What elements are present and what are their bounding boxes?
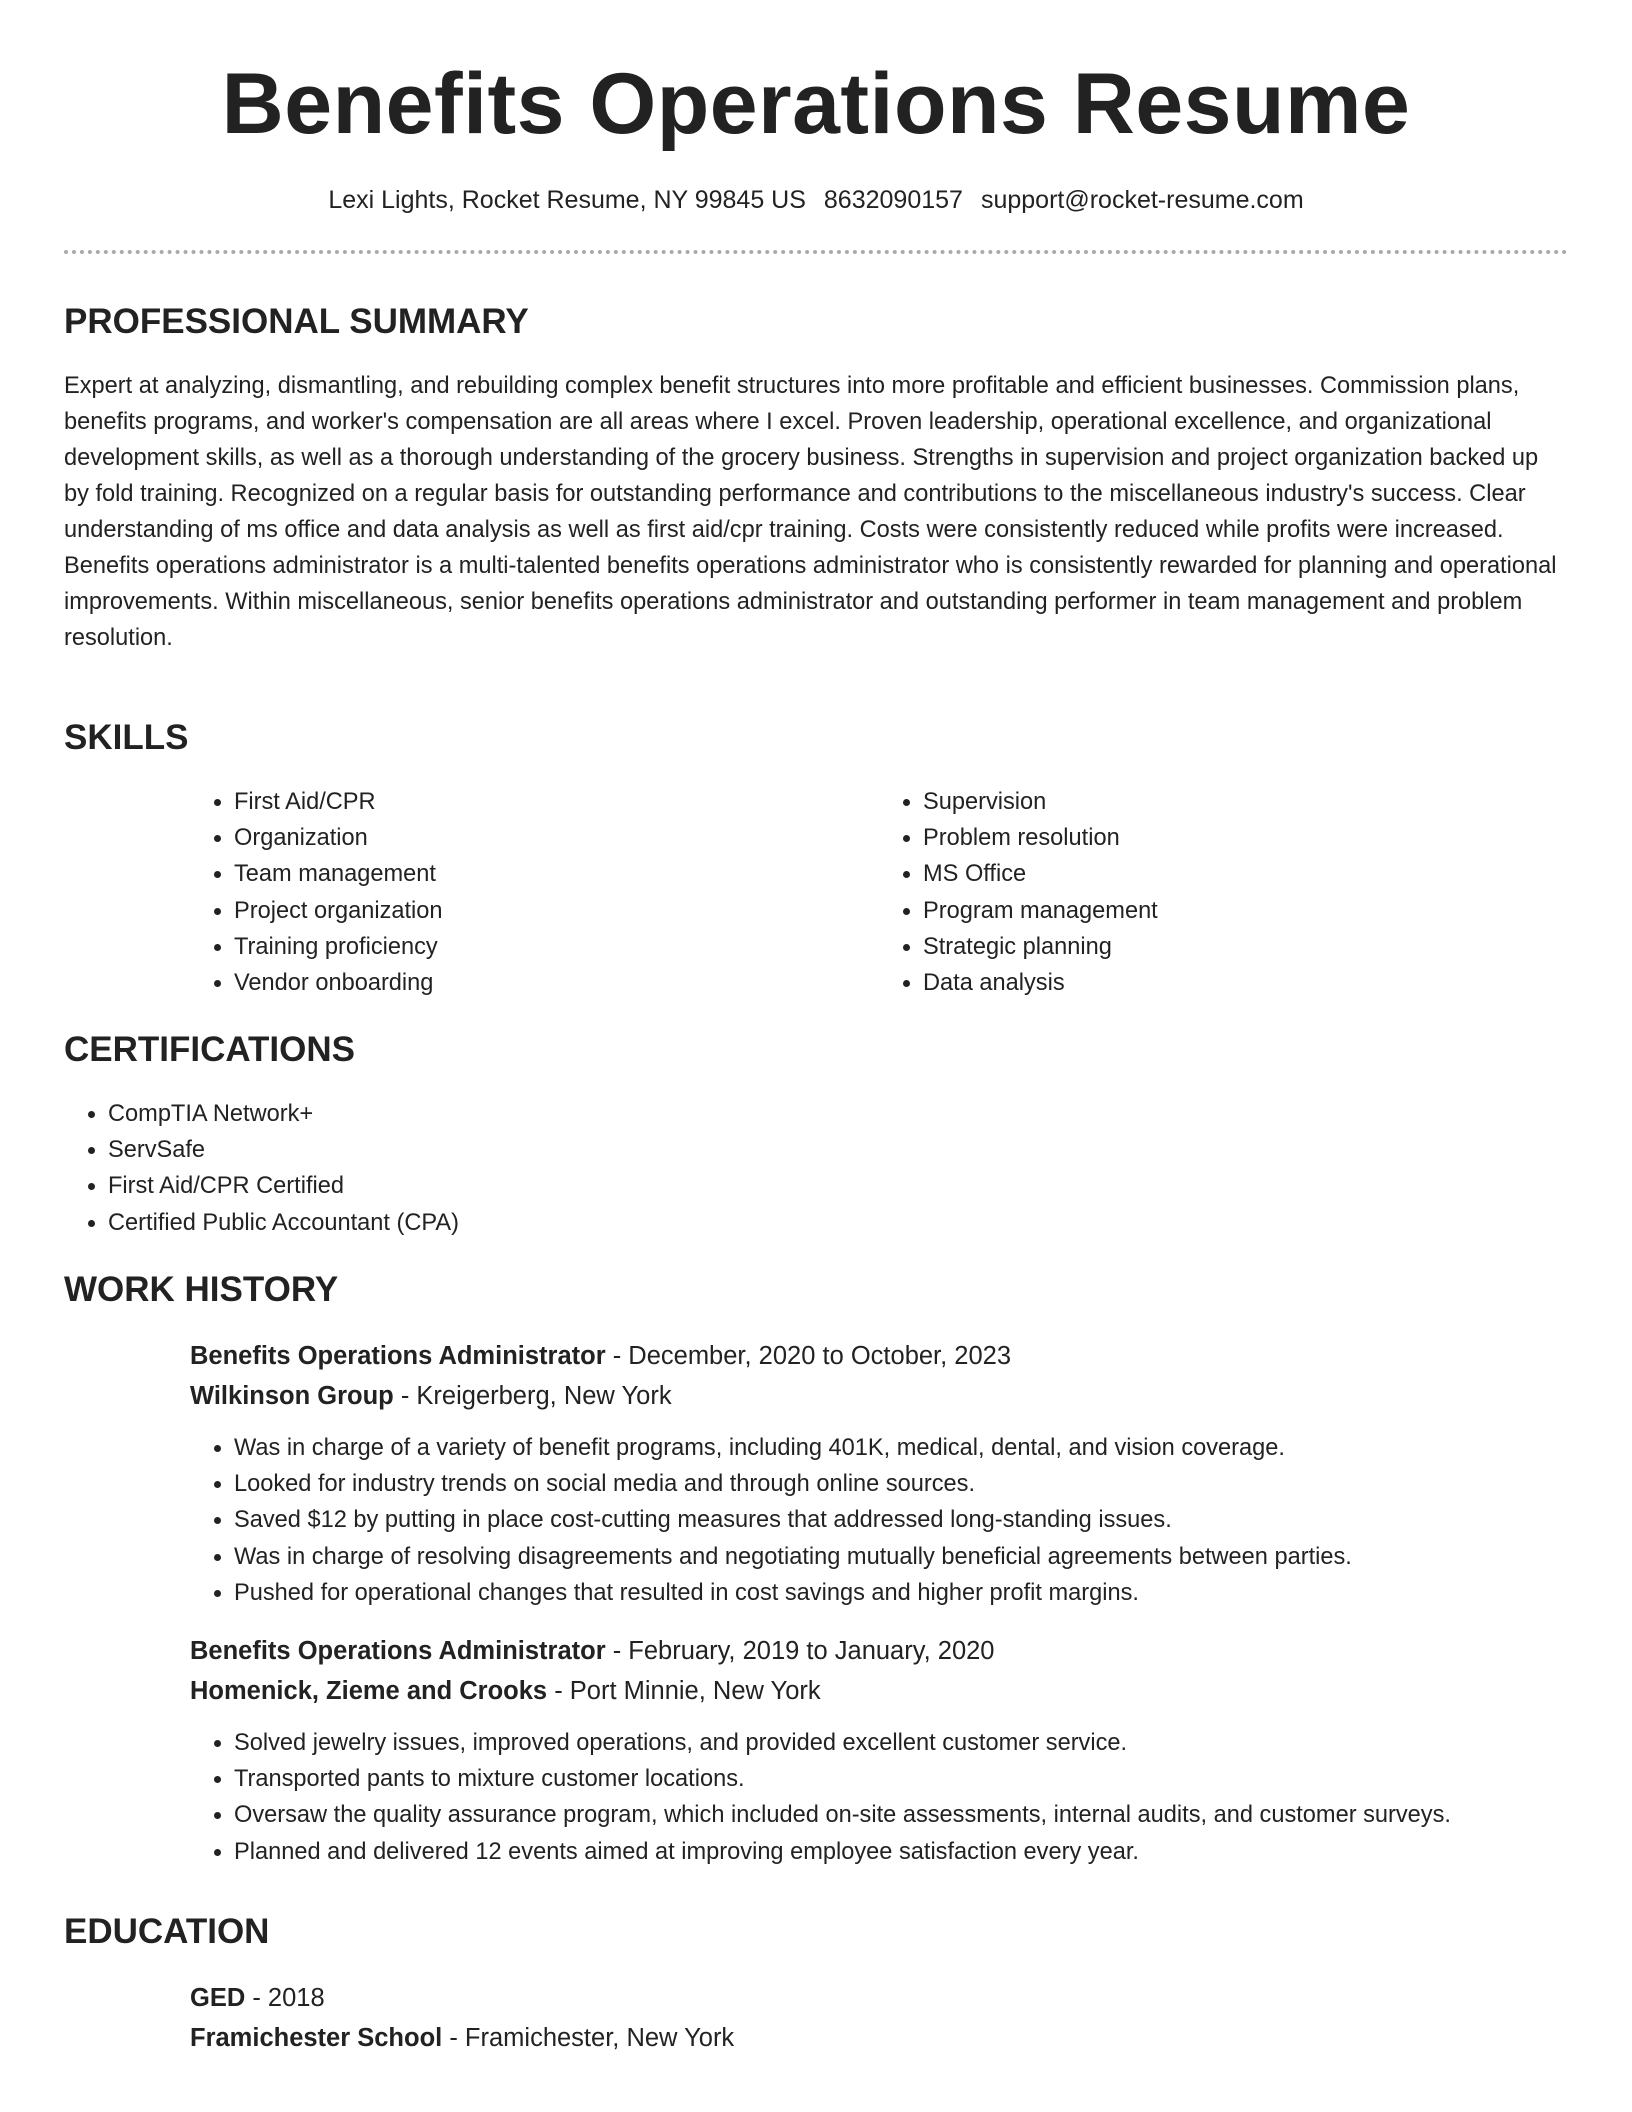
skill-item: • Program management — [923, 893, 1568, 929]
skill-item: • Team management — [234, 856, 879, 892]
skills-list-right — [879, 784, 1568, 1001]
work-history-heading: WORK HISTORY — [64, 1270, 339, 1309]
job-bullets — [190, 1430, 1568, 1611]
job-bullet: • Pushed for operational changes that resulted in cost savings and higher profit margins. — [234, 1575, 1568, 1611]
skill-item: • Supervision — [923, 784, 1568, 820]
skill-item: • Problem resolution — [923, 820, 1568, 856]
job-location: - Port Minnie, New York — [547, 1677, 821, 1706]
summary-heading: PROFESSIONAL SUMMARY — [64, 302, 529, 341]
job-bullet: • Transported pants to mixture customer locations. — [234, 1761, 1568, 1797]
certification-item: • Certified Public Accountant (CPA) — [108, 1205, 1568, 1241]
job-company-line — [190, 1376, 1568, 1416]
job-title-line — [190, 1336, 1568, 1376]
job-dates: - February, 2019 to January, 2020 — [605, 1637, 995, 1666]
skill-item: • Strategic planning — [923, 929, 1568, 965]
contact-email: support@rocket-resume.com — [980, 186, 1304, 214]
education-school: Framichester School — [190, 2024, 443, 2052]
skills-grid — [190, 784, 1568, 1001]
header-divider — [64, 250, 1568, 254]
job-title: Benefits Operations Administrator — [190, 1342, 606, 1370]
certifications-list — [64, 1096, 1568, 1241]
skill-item: • Organization — [234, 820, 879, 856]
education-location: - Framichester, New York — [442, 2024, 735, 2052]
certification-item: • First Aid/CPR Certified — [108, 1168, 1568, 1204]
job-company-line — [190, 1671, 1568, 1711]
job-location: - Kreigerberg, New York — [393, 1382, 672, 1410]
job-entry — [190, 1336, 1568, 1611]
summary-text: Expert at analyzing, dismantling, and rebuilding complex benefit structures into more profitable and efficient businesses. Commission plans, benefits programs, and worker's compensation are all areas where I excel. Proven leadership, operational excellence, and organizational development skills, as well as a thorough understanding of the grocery business. Strengths in supervision and project organization backed up by fold training. Recognized on a regular basis for outstanding performance and contributions to the miscellaneous industry's success. Clear understanding of ms office and data analysis as well as first aid/cpr training. Costs were consistently reduced while profits were increased. Benefits operations administrator is a multi-talented benefits operations administrator who is consistently rewarded for planning and operational improvements. Within miscellaneous, senior benefits operations administrator and outstanding performer in team management and problem resolution. — [64, 373, 1557, 651]
job-title: Benefits Operations Administrator — [190, 1637, 606, 1666]
skills-heading: SKILLS — [64, 718, 189, 757]
certifications-heading: CERTIFICATIONS — [64, 1030, 356, 1069]
contact-address: Lexi Lights, Rocket Resume, NY 99845 US — [328, 186, 806, 214]
job-bullet: • Looked for industry trends on social media and through online sources. — [234, 1466, 1568, 1502]
certification-item: • ServSafe — [108, 1132, 1568, 1168]
job-bullet: • Saved $12 by putting in place cost-cutting measures that addressed long-standing issues. — [234, 1502, 1568, 1538]
skill-item: • Training proficiency — [234, 929, 879, 965]
certification-item: • CompTIA Network+ — [108, 1096, 1568, 1132]
job-bullet: • Was in charge of resolving disagreements and negotiating mutually beneficial agreements between parties. — [234, 1539, 1568, 1575]
skills-list-left — [190, 784, 879, 1001]
job-bullet: • Planned and delivered 12 events aimed at improving employee satisfaction every year. — [234, 1834, 1568, 1870]
education-heading: EDUCATION — [64, 1912, 270, 1951]
education-degree: GED — [190, 1984, 246, 2012]
skill-item: • MS Office — [923, 856, 1568, 892]
job-bullet: • Was in charge of a variety of benefit programs, including 401K, medical, dental, and vision coverage. — [234, 1430, 1568, 1466]
work-history-section — [64, 1268, 1568, 1870]
job-entry — [190, 1631, 1568, 1870]
job-bullets — [190, 1725, 1568, 1870]
contact-line — [64, 182, 1568, 218]
job-bullet: • Oversaw the quality assurance program, which included on-site assessments, internal audits, and customer surveys. — [234, 1797, 1568, 1833]
contact-phone: 8632090157 — [823, 186, 963, 214]
education-section — [64, 1910, 1568, 2058]
resume-page — [64, 0, 1568, 2052]
skills-section — [64, 716, 1568, 1001]
job-bullet: • Solved jewelry issues, improved operations, and provided excellent customer service. — [234, 1725, 1568, 1761]
education-school-line — [190, 2018, 1568, 2058]
job-dates: - December, 2020 to October, 2023 — [605, 1342, 1012, 1370]
education-degree-line — [190, 1978, 1568, 2018]
job-title-line — [190, 1631, 1568, 1671]
skill-item: • Vendor onboarding — [234, 965, 879, 1001]
job-company: Homenick, Zieme and Crooks — [190, 1677, 548, 1706]
skill-item: • Data analysis — [923, 965, 1568, 1001]
certifications-section — [64, 1028, 1568, 1241]
skill-item: • Project organization — [234, 893, 879, 929]
job-company: Wilkinson Group — [190, 1382, 394, 1410]
education-year: - 2018 — [245, 1984, 325, 2012]
skill-item: • First Aid/CPR — [234, 784, 879, 820]
resume-title: Benefits Operations Resume — [221, 56, 1411, 152]
education-entry — [190, 1978, 1568, 2058]
summary-section — [64, 300, 1568, 656]
